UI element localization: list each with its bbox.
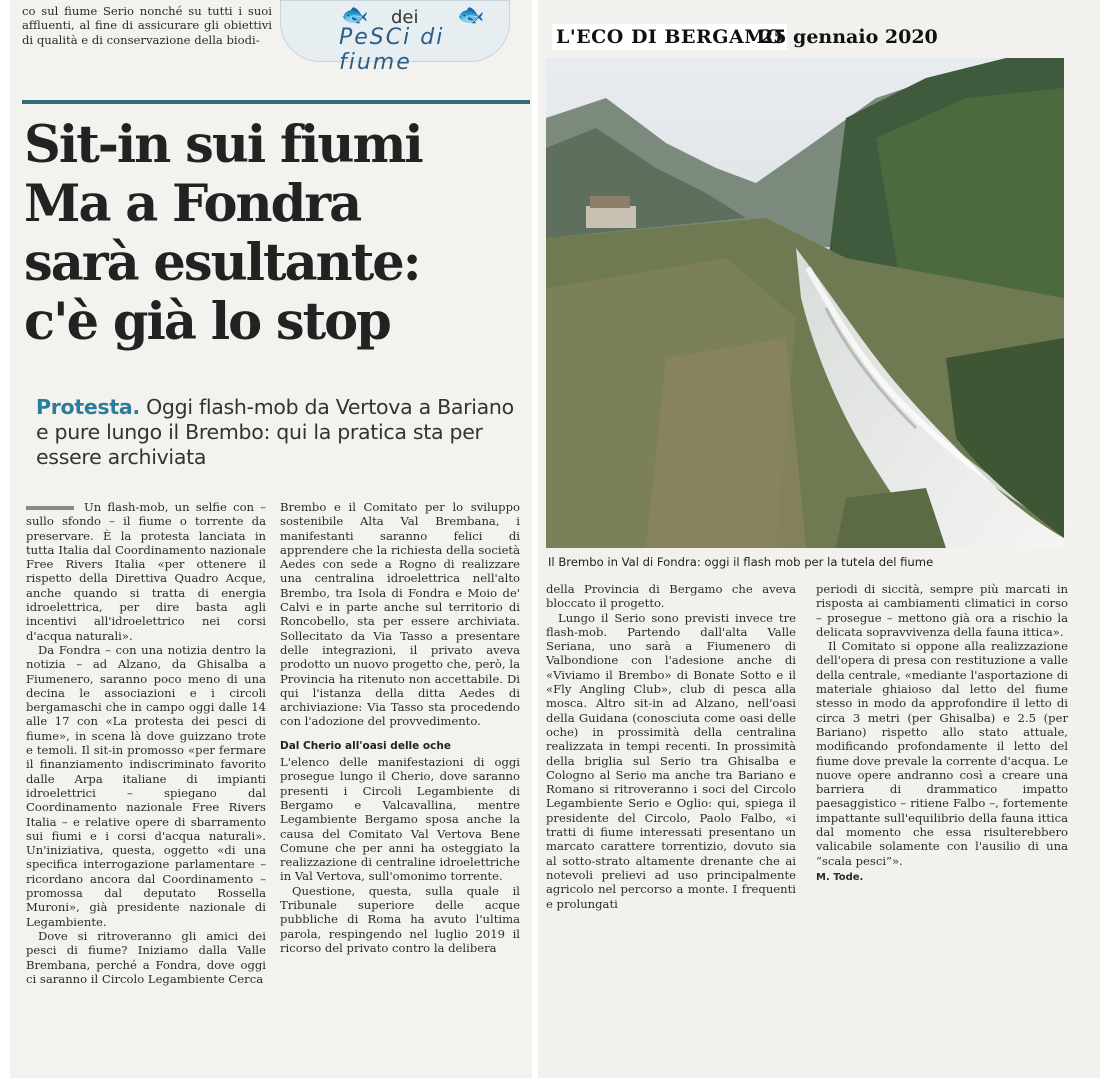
newspaper-masthead: L'ECO DI BERGAMO	[552, 24, 787, 50]
column-a	[26, 500, 266, 986]
paragraph: Lungo il Serio sono previsti invece tre flash-mob. Partendo dall'alta Valle Seriana, uno sarà a Fiumenero di Valbondione con l'adesione anche di «Viviamo il Brembo» di Bonate Sotto e il «Fly Angling Club», club di pesca alla mosca. Altro sit-in ad Alzano, nell'oasi della Guidana (conosciuta come oasi delle oche) in prossimità della centralina realizzata in tempi recenti. In prossimità della briglia sul Serio tra Ghisalba e Cologno al Serio ma anche tra Bariano e Romano si ritroveranno i soci del Circolo Legambiente Serio e Oglio: qui, spiega il presidente del Circolo, Paolo Falbo, «i tratti di fiume interessati presentano un marcato carattere torrentizio, dovuto sia al sotto-strato altamente drenante che ai notevoli prelievi ad uso principalmente agricolo nel percorso a monte. I frequenti e prolungati	[546, 610, 796, 911]
paragraph: L'elenco delle manifestazioni di oggi prosegue lungo il Cherio, dove saranno presenti i Circoli Legambiente di Bergamo e Valcavallina, mentre Legambiente Bergamo sposa anche la causa del Comitato Val Vertova Bene Comune che per anni ha osteggiato la realizzazione di centraline idroelettriche in Val Vertova, sull'omonimo torrente.	[280, 755, 520, 884]
column-d	[816, 582, 1068, 885]
section-rule	[22, 100, 530, 104]
column-c	[546, 582, 796, 911]
paragraph: periodi di siccità, sempre più marcati in risposta ai cambiamenti climatici in corso – prosegue – mettono già ora a rischio la delicata sopravvivenza della fauna ittica».	[816, 582, 1068, 639]
photo-caption: Il Brembo in Val di Fondra: oggi il flash mob per la tutela del fiume	[548, 555, 934, 569]
fish-icon: 🐟	[457, 3, 485, 28]
publication-date: 25 gennaio 2020	[760, 26, 938, 48]
column-b	[280, 500, 520, 955]
paragraph: della Provincia di Bergamo che aveva bloccato il progetto.	[546, 582, 796, 611]
paragraph: Questione, questa, sulla quale il Tribunale superiore delle acque pubbliche di Roma ha avuto l'ultima parola, respingendo nel luglio 2019 il ricorso del privato contro la delibera	[280, 883, 520, 955]
logo-word-pesci: PeSCi di fiume	[339, 25, 445, 75]
paragraph	[26, 500, 266, 643]
paragraph: Da Fondra – con una notizia dentro la notizia – ad Alzano, da Ghisalba a Fiumenero, saranno poco meno di una decina le associazioni e i circoli bergamaschi che in campo oggi dalle 14 alle 17 con «La protesta dei pesci di fiume», in scena là dove guizzano trote e temoli. Il sit-in promosso «per fermare il finanziamento indiscriminato favorito dalle Arpa italiane di impianti idroelettrici – spiegano dal Coordinamento nazionale Free Rivers Italia – e relative opere di sbarramento sui fiumi e i corsi d'acqua naturali». Un'iniziativa, questa, oggetto «di una specifica interrogazione parlamentare – ricordano ancora dal Coordinamento – promossa dal deputato Rossella Muroni», già presidente nazionale di Legambiente.	[26, 642, 266, 929]
subheadline	[36, 395, 526, 470]
headline	[24, 116, 530, 352]
paragraph: Il Comitato si oppone alla realizzazione dell'opera di presa con restituzione a valle della centrale, «mediante l'asportazione di materiale ghiaioso dal letto del fiume stesso in modo da approfondire il letto di circa 3 metri (per Ghisalba) e 2.5 (per Bariano) rispetto allo stato attuale, modificando profondamente il letto del fiume dove prevale la corrente d'acqua. Le nuove opere andranno così a creare una barriera di drammatico impatto paesaggistico – ritiene Falbo –, fortemente impattante sull'equilibrio della fauna ittica dal momento che essa risulterebbero valicabile solamente con l'ausilio di una “scala pesci”».	[816, 639, 1068, 868]
logo-word-dei: dei	[391, 7, 419, 28]
paragraph: Brembo e il Comitato per lo sviluppo sostenibile Alta Val Brembana, i manifestanti saranno felici di apprendere che la richiesta della società Aedes con sede a Rogno di realizzare una centralina idroelettrica nell'alto Brembo, tra Isola di Fondra e Moio de' Calvi e in parte anche sul territorio di Roncobello, sta per essere archiviata. Sollecitato da Via Tasso a presentare delle integrazioni, il privato aveva prodotto un nuovo progetto che, però, la Provincia ha ritenuto non accettabile. Di qui l'istanza della ditta Aedes di archiviazione: Via Tasso sta procedendo con l'adozione del provvedimento.	[280, 500, 520, 729]
river-photo-illustration	[546, 58, 1064, 548]
subhead-text: Oggi flash-mob da Vertova a Bariano e pure lungo il Brembo: qui la pratica sta per essere archiviata	[36, 395, 514, 469]
headline-line: c'è già lo stop	[24, 292, 390, 352]
fish-logo	[280, 0, 510, 75]
headline-line: sarà esultante:	[24, 233, 420, 293]
kicker: Protesta.	[36, 395, 140, 419]
author-byline: M. Tode.	[816, 871, 864, 883]
lead-dash	[26, 506, 74, 510]
headline-line: Ma a Fondra	[24, 174, 361, 234]
river-photo	[546, 58, 1064, 548]
paragraph: Dove si ritroveranno gli amici dei pesci di fiume? Iniziamo dalla Valle Brembana, perché a Fondra, dove oggi ci saranno il Circolo Legambiente Cerca	[26, 928, 266, 986]
paragraph-text: Un flash-mob, un selfie con – sullo sfondo – il fiume o torrente da preservare. È la protesta lanciata in tutta Italia dal Coordinamento nazionale Free Rivers Italia «per ottenere il rispetto della Direttiva Quadro Acque, anche quando si tratta di energia idroelettrica, per dire basta agli incentivi all'idroelettrico nei corsi d'acqua naturali».	[26, 500, 266, 643]
headline-line: Sit-in sui fiumi	[24, 115, 422, 175]
fish-icon: 🐟	[341, 3, 369, 28]
section-heading: Dal Cherio all'oasi delle oche	[280, 739, 451, 752]
top-column-text: co sul fiume Serio nonché su tutti i suoi affluenti, al fine di assicurare gli obiettivi di qualità e di conservazione della biodi-	[22, 4, 272, 47]
